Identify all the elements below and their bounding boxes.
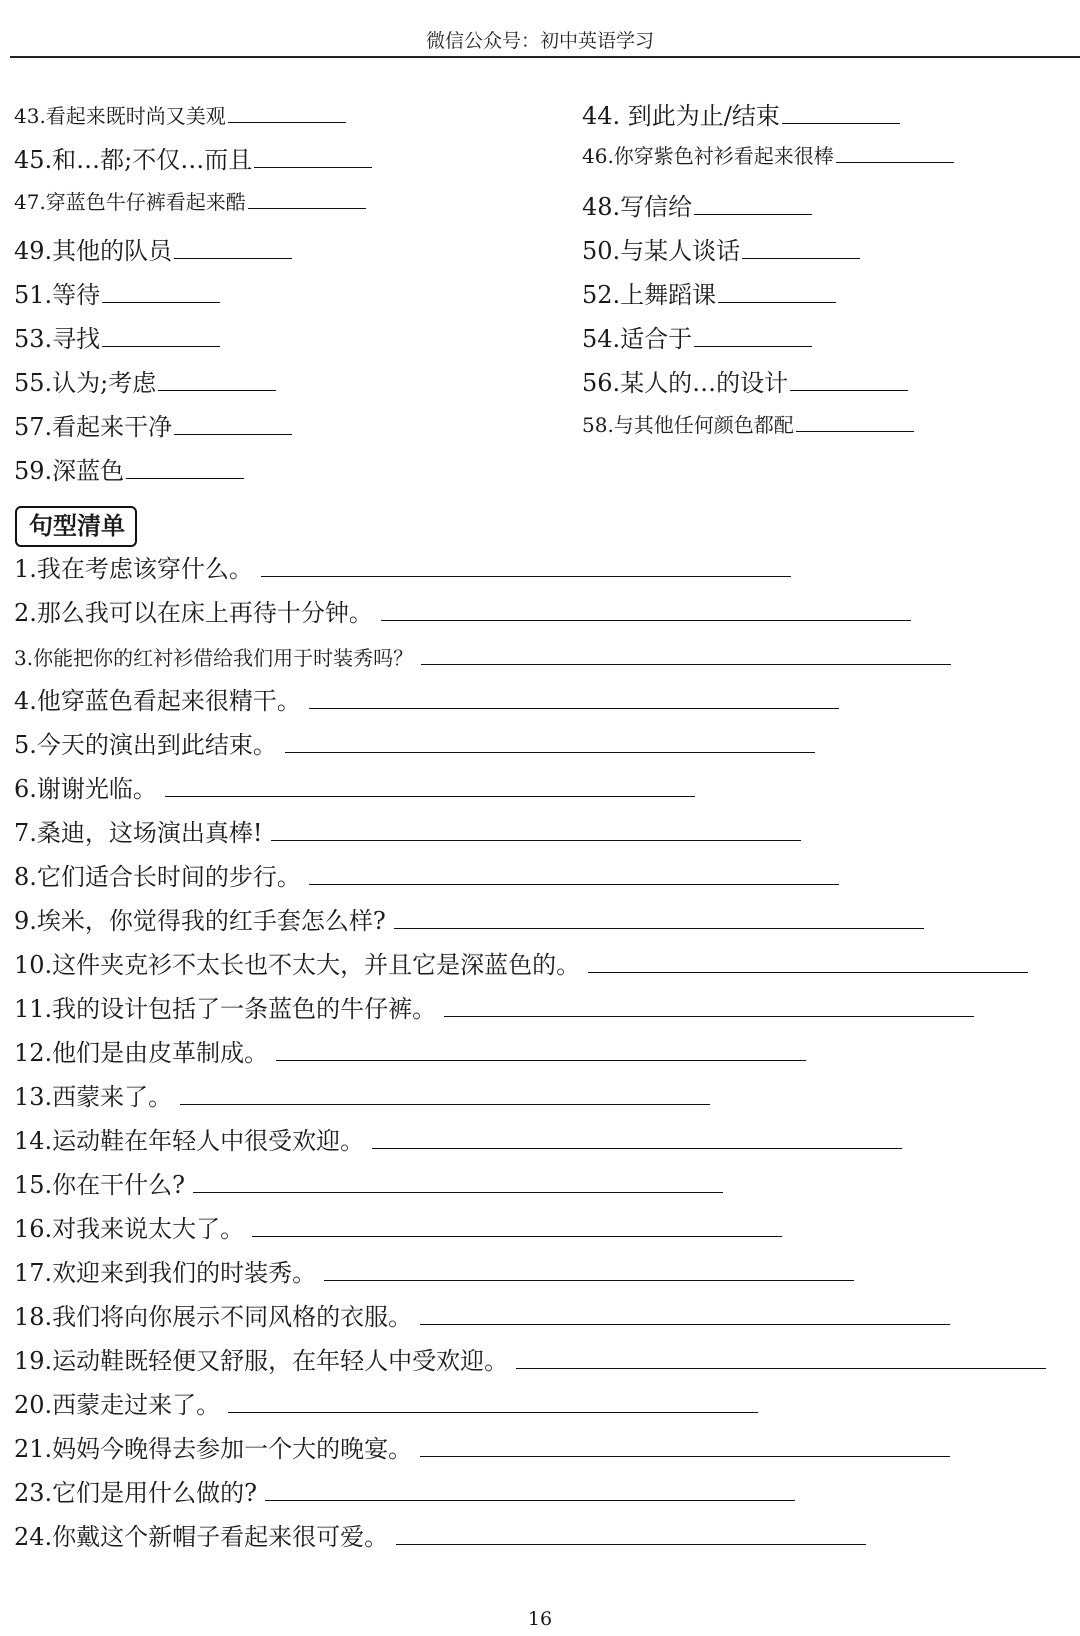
vocab-item: 49.其他的队员: [14, 236, 292, 266]
answer-line[interactable]: [285, 752, 815, 753]
sentence-item: 19.运动鞋既轻便又舒服，在年轻人中受欢迎。: [14, 1346, 1080, 1376]
vocab-item: 58.与其他任何颜色都配: [582, 410, 914, 440]
sentence-item: 23.它们是用什么做的?: [14, 1478, 1080, 1508]
answer-blank[interactable]: [174, 258, 292, 259]
vocab-item: 56.某人的…的设计: [582, 368, 908, 398]
sentence-item: 10.这件夹克衫不太长也不太大，并且它是深蓝色的。: [14, 950, 1080, 980]
sentence-item: 9.埃米，你觉得我的红手套怎么样?: [14, 906, 1080, 936]
answer-line[interactable]: [228, 1412, 758, 1413]
vocab-item: 53.寻找: [14, 324, 220, 354]
sentence-item: 21.妈妈今晚得去参加一个大的晚宴。: [14, 1434, 1080, 1464]
answer-blank[interactable]: [694, 214, 812, 215]
sentence-item: 14.运动鞋在年轻人中很受欢迎。: [14, 1126, 1080, 1156]
answer-blank[interactable]: [254, 167, 372, 168]
answer-line[interactable]: [381, 620, 911, 621]
answer-line[interactable]: [420, 1456, 950, 1457]
answer-line[interactable]: [372, 1148, 902, 1149]
sentence-item: 3.你能把你的红衬衫借给我们用于时装秀吗？: [14, 643, 1080, 673]
vocab-item: 50.与某人谈话: [582, 236, 860, 266]
answer-blank[interactable]: [102, 346, 220, 347]
answer-line[interactable]: [396, 1544, 866, 1545]
answer-line[interactable]: [265, 1500, 795, 1501]
answer-blank[interactable]: [228, 122, 346, 123]
answer-blank[interactable]: [796, 431, 914, 432]
sentence-item: 18.我们将向你展示不同风格的衣服。: [14, 1302, 1080, 1332]
answer-blank[interactable]: [102, 302, 220, 303]
answer-blank[interactable]: [836, 162, 954, 163]
sentence-item: 6.谢谢光临。: [14, 774, 1080, 804]
answer-blank[interactable]: [694, 346, 812, 347]
sentence-item: 5.今天的演出到此结束。: [14, 730, 1080, 760]
sentence-item: 12.他们是由皮革制成。: [14, 1038, 1080, 1068]
sentence-item: 1.我在考虑该穿什么。: [14, 554, 1080, 584]
vocab-item: 55.认为;考虑: [14, 368, 276, 398]
header-title: 微信公众号：初中英语学习: [425, 30, 654, 52]
answer-blank[interactable]: [790, 390, 908, 391]
sentence-item: 11.我的设计包括了一条蓝色的牛仔裤。: [14, 994, 1080, 1024]
answer-line[interactable]: [180, 1104, 710, 1105]
sentence-item: 15.你在干什么?: [14, 1170, 1080, 1200]
section-title-badge: 句型清单: [15, 506, 137, 547]
answer-line[interactable]: [394, 928, 924, 929]
answer-line[interactable]: [421, 664, 951, 665]
answer-line[interactable]: [444, 1016, 974, 1017]
answer-blank[interactable]: [782, 123, 900, 124]
vocab-item: 51.等待: [14, 280, 220, 310]
answer-blank[interactable]: [248, 208, 366, 209]
sentence-item: 8.它们适合长时间的步行。: [14, 862, 1080, 892]
answer-line[interactable]: [193, 1192, 723, 1193]
answer-blank[interactable]: [126, 478, 244, 479]
answer-line[interactable]: [271, 840, 801, 841]
page-number: 16: [527, 1608, 553, 1630]
answer-line[interactable]: [276, 1060, 806, 1061]
sentence-item: 2.那么我可以在床上再待十分钟。: [14, 598, 1080, 628]
sentence-item: 4.他穿蓝色看起来很精干。: [14, 686, 1080, 716]
answer-line[interactable]: [261, 576, 791, 577]
answer-line[interactable]: [165, 796, 695, 797]
vocab-item: 44. 到此为止/结束: [582, 101, 900, 131]
vocab-item: 47.穿蓝色牛仔裤看起来酷: [14, 187, 366, 217]
answer-line[interactable]: [516, 1368, 1046, 1369]
vocab-item: 45.和…都;不仅…而且: [14, 145, 372, 175]
sentence-item: 16.对我来说太大了。: [14, 1214, 1080, 1244]
vocab-item: 43.看起来既时尚又美观: [14, 101, 346, 131]
vocab-item: 46.你穿紫色衬衫看起来很棒: [582, 141, 954, 171]
sentence-item: 7.桑迪，这场演出真棒!: [14, 818, 1080, 848]
answer-blank[interactable]: [718, 302, 836, 303]
answer-line[interactable]: [252, 1236, 782, 1237]
sentence-item: 24.你戴这个新帽子看起来很可爱。: [14, 1522, 1080, 1552]
answer-line[interactable]: [420, 1324, 950, 1325]
answer-line[interactable]: [324, 1280, 854, 1281]
answer-blank[interactable]: [174, 434, 292, 435]
answer-blank[interactable]: [158, 390, 276, 391]
answer-blank[interactable]: [742, 258, 860, 259]
vocab-item: 48.写信给: [582, 192, 812, 222]
answer-line[interactable]: [588, 972, 1028, 973]
header-divider: [10, 56, 1080, 58]
vocab-item: 59.深蓝色: [14, 456, 244, 486]
answer-line[interactable]: [309, 884, 839, 885]
vocab-item: 57.看起来干净: [14, 412, 292, 442]
vocab-item: 52.上舞蹈课: [582, 280, 836, 310]
answer-line[interactable]: [309, 708, 839, 709]
sentence-item: 20.西蒙走过来了。: [14, 1390, 1080, 1420]
sentence-item: 13.西蒙来了。: [14, 1082, 1080, 1112]
sentence-item: 17.欢迎来到我们的时装秀。: [14, 1258, 1080, 1288]
vocab-item: 54.适合于: [582, 324, 812, 354]
